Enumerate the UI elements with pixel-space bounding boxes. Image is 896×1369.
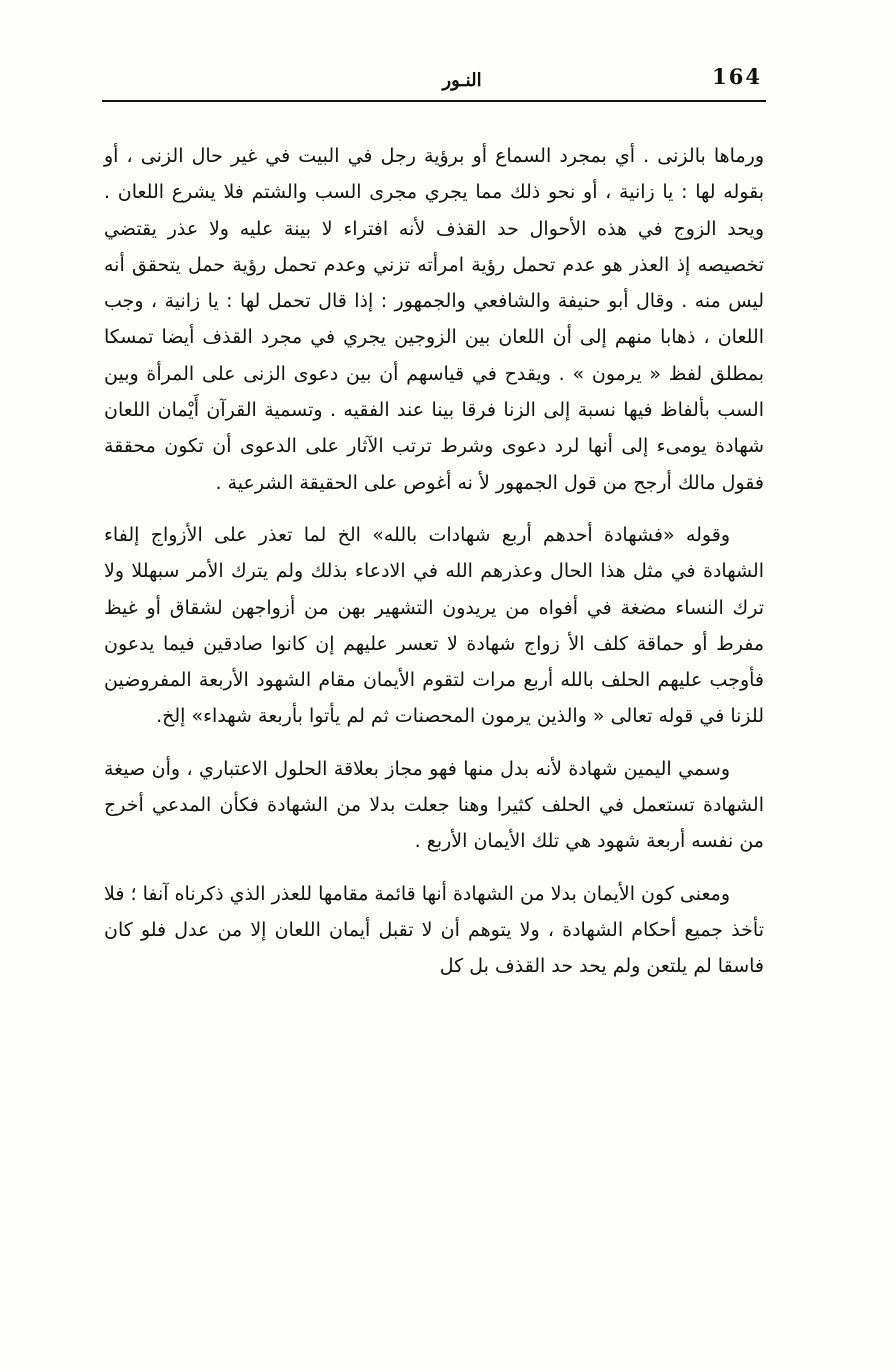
paragraph-text: وسمي اليمين شهادة لأنه بدل منها فهو مجاز بعلاقة الحلول الاعتباري ، وأن صيغة الشهادة تستعمل في الحلف كثيرا وهنا جعلت بدلا من الشهادة فكأن المدعي أخرج من نفسه أربعة شهود هي تلك الأيمان الأربع . bbox=[104, 757, 764, 853]
paragraph-3 bbox=[104, 751, 764, 860]
running-title: النـور bbox=[442, 70, 482, 91]
paragraph-4 bbox=[104, 876, 764, 985]
paragraph-text: وقوله «فشهادة أحدهم أربع شهادات بالله» الخ لما تعذر على الأزواج إلفاء الشهادة في مثل هذا الحال وعذرهم الله في الادعاء بذلك ولم يترك الأمر سبهللا ولا ترك النساء مضغة في أفواه من يريدون التشهير بهن من أزواجهن لشقاق أو غيظ مفرط أو حماقة كلف الأ زواج شهادة لا تعسر عليهم إن كانوا صادقين فيما يدعون فأوجب عليهم الحلف بالله أربع مرات لتقوم الأيمان مقام الشهود الأربعة المفروضين للزنا في قوله تعالى « والذين يرمون المحصنات ثم لم يأتوا بأربعة شهداء» إلخ. bbox=[104, 523, 764, 728]
header-rule bbox=[102, 100, 766, 102]
paragraph-1 bbox=[104, 138, 764, 501]
page-number: 164 bbox=[712, 64, 762, 89]
page-header bbox=[102, 58, 766, 102]
paragraph-2 bbox=[104, 517, 764, 735]
body-text bbox=[104, 138, 764, 985]
paragraph-text: ومعنى كون الأيمان بدلا من الشهادة أنها قائمة مقامها للعذر الذي ذكرناه آنفا ؛ فلا تأخذ جميع أحكام الشهادة ، ولا يتوهم أن لا تقبل أيمان اللعان إلا من عدل فلو كان فاسقا لم يلتعن ولم يحد حد القذف بل كل bbox=[104, 882, 764, 978]
paragraph-text: ورماها بالزنى . أي بمجرد السماع أو برؤية رجل في البيت في غير حال الزنى ، أو بقوله لها : يا زانية ، أو نحو ذلك مما يجري مجرى السب والشتم فلا يشرع اللعان . ويحد الزوج في هذه الأحوال حد القذف لأنه افتراء لا بينة عليه ولا عذر يقتضي تخصيصه إذ العذر هو عدم تحمل رؤية امرأته تزني وعدم تحمل رؤية حمل يتحقق أنه ليس منه . وقال أبو حنيفة والشافعي والجمهور : إذا قال تحمل لها : يا زانية ، وجب اللعان ، ذهابا منهم إلى أن اللعان بين الزوجين يجري في مجرد القذف أيضا تمسكا بمطلق لفظ « يرمون » . ويقدح في قياسهم أن بين دعوى الزنى على المرأة وبين السب بألفاظ فيها نسبة إلى الزنا فرقا بينا عند الفقيه . وتسمية القرآن أَيْمان اللعان شهادة يومىء إلى أنها لرد دعوى وشرط ترتب الآثار على الدعوى أن تكون محققة فقول مالك أرجح من قول الجمهور لأ نه أغوص على الحقيقة الشرعية . bbox=[104, 145, 764, 494]
